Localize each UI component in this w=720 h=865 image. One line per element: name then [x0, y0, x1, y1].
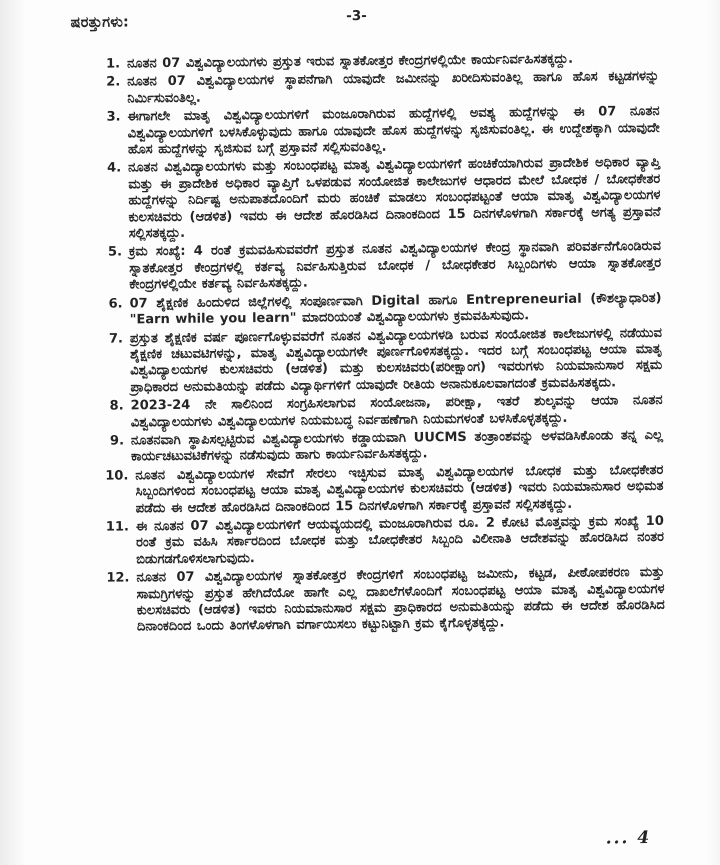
condition-item — [106, 565, 665, 636]
condition-text: ಈಗಾಗಲೇ ಮಾತೃ ವಿಶ್ವವಿದ್ಯಾಲಯಗಳಿಗೆ ಮಂಜೂರಾಗಿರುವ ಹುದ್ದೆಗಳಲ್ಲಿ ಅವಶ್ಯ ಹುದ್ದೆಗಳನ್ನು ಈ 07 ನೂತನ ವಿಶ್ವವಿದ್ಯಾಲಯಗಳಿಗೆ ಬಳಸಿಕೊಳ್ಳುವುದು ಹಾಗೂ ಯಾವುದೇ ಹೊಸ ಹುದ್ದೆಗಳನ್ನು ಸೃಜಿಸುವಂತಿಲ್ಲ. ಈ ಉದ್ದೇಶಕ್ಕಾಗಿ ಯಾವುದೇ ಹೊಸ ಹುದ್ದೆಗಳನ್ನು ಸೃಜಿಸುವ ಬಗ್ಗೆ ಪ್ರಸ್ತಾವನೆ ಸಲ್ಲಿಸುವಂತಿಲ್ಲ. — [127, 104, 660, 158]
condition-text: ನೂತನ 07 ವಿಶ್ವವಿದ್ಯಾಲಯಗಳ ಸ್ಥಾಪನೆಗಾಗಿ ಯಾವುದೇ ಜಮೀನನ್ನು ಖರೀದಿಸುವಂತಿಲ್ಲ ಹಾಗೂ ಹೊಸ ಕಟ್ಟಡಗಳನ್ನು ನಿರ್ಮಿಸುವಂತಿಲ್ಲ. — [127, 69, 660, 107]
condition-number: 6. — [108, 296, 123, 312]
condition-text: ನೂತನ 07 ವಿಶ್ವವಿದ್ಯಾಲಯಗಳ ಸ್ನಾತಕೋತ್ತರ ಕೇಂದ್ರಗಳಿಗೆ ಸಂಬಂಧಪಟ್ಟ ಜಮೀನು, ಕಟ್ಟಡ, ಪೀಠೋಪಕರಣ ಮತ್ತು ಸಾಮಗ್ರಿಗಳನ್ನು ಪ್ರಸ್ತುತ ಹೇಗಿದೆಯೋ ಹಾಗೇ ಎಲ್ಲ ದಾಖಲೆಗಳೊಂದಿಗೆ ಸಂಬಂಧಪಟ್ಟ ಆಯಾ ಮಾತೃ ವಿಶ್ವವಿದ್ಯಾಲಯಗಳ ಕುಲಸಚಿವರು (ಆಡಳಿತ) ಇವರು ನಿಯಮಾನುಸಾರ ಸಕ್ಷಮ ಪ್ರಾಧಿಕಾರದ ಅನುಮತಿಯನ್ನು ಪಡೆದು ಈ ಆದೇಶ ಹೊರಡಿಸಿದ ದಿನಾಂಕದಿಂದ ಒಂದು ತಿಂಗಳೊಳಗಾಗಿ ವರ್ಗಾಯಿಸಲು ಕಟ್ಟುನಿಟ್ಟಾಗಿ ಕ್ರಮ ಕೈಗೊಳ್ಳತಕ್ಕದ್ದು. — [136, 565, 665, 635]
condition-item — [105, 463, 663, 518]
condition-number: 2. — [106, 74, 121, 91]
condition-text: ಈ ನೂತನ 07 ವಿಶ್ವವಿದ್ಯಾಲಯಗಳಿಗೆ ಆಯವ್ಯಯದಲ್ಲಿ ಮಂಜೂರಾಗಿರುವ ರೂ. 2 ಕೋಟಿ ಮೊತ್ತವನ್ನು ಕ್ರಮ ಸಂಖ್ಯೆ 10 ರಂತೆ ಕ್ರಮ ವಹಿಸಿ ಸರ್ಕಾರದಿಂದ ಬೋಧಕ ಮತ್ತು ಬೋಧಕೇತರ ಸಿಬ್ಬಂದಿ ವಿಲೀನಾತಿ ಆದೇಶವನ್ನು ಹೊರಡಿಸಿದ ನಂತರ ಬಿಡುಗಡಗೊಳಿಸಲಾಗುವುದು. — [135, 513, 665, 568]
condition-item — [106, 514, 664, 569]
condition-item — [101, 69, 659, 108]
condition-number: 12. — [106, 570, 130, 586]
page-number-top: -3- — [346, 7, 367, 25]
condition-number: 11. — [105, 519, 129, 535]
condition-item — [102, 155, 661, 243]
condition-text: ಕ್ರಮ ಸಂಖ್ಯೆ: 4 ರಂತೆ ಕ್ರಮವಹಿಸುವವರೆಗೆ ಪ್ರಸ್ತುತ ನೂತನ ವಿಶ್ವವಿದ್ಯಾಲಯಗಳ ಕೇಂದ್ರ ಸ್ಥಾನವಾಗಿ ಪರಿವರ್ತನೆಗೊಂಡಿರುವ ಸ್ನಾತಕೋತ್ತರ ಕೇಂದ್ರಗಳಲ್ಲಿ ಕರ್ತವ್ಯ ನಿರ್ವಹಿಸುತ್ತಿರುವ ಬೋಧಕ / ಬೋಧಕೇತರ ಸಿಬ್ಬಂದಿಗಳು ಆಯಾ ಸ್ನಾತಕೋತ್ತರ ಕೇಂದ್ರಗಳಲ್ಲಿಯೇ ಕರ್ತವ್ಯ ನಿರ್ವಹಿಸತಕ್ಕದ್ದು. — [128, 239, 662, 293]
conditions-heading: ಷರತ್ತುಗಳು: — [70, 14, 130, 32]
conditions-list — [101, 51, 665, 637]
condition-text: 2023-24 ನೇ ಸಾಲಿನಿಂದ ಸಂಗ್ರಹಿಸಲಾಗುವ ಸಂಯೋಜನಾ, ಪರೀಕ್ಷಾ, ಇತರೆ ಶುಲ್ಕವನ್ನು ಆಯಾ ನೂತನ ವಿಶ್ವವಿದ್ಯಾಲಯಗಳು ವಿಶ್ವವಿದ್ಯಾಲಯಗಳ ನಿಯಮಬದ್ಧ ನಿರ್ವಹಣೆಗಾಗಿ ನಿಯಮಗಳಂತೆ ಬಳಸಿಕೊಳ್ಳತಕ್ಕದ್ದು. — [130, 392, 663, 430]
condition-text: ನೂತನ 07 ವಿಶ್ವವಿದ್ಯಾಲಯಗಳು ಪ್ರಸ್ತುತ ಇರುವ ಸ್ನಾತಕೋತ್ತರ ಕೇಂದ್ರಗಳಲ್ಲಿಯೇ ಕಾರ್ಯನಿರ್ವಹಿಸತಕ್ಕದ್ದು. — [126, 51, 574, 72]
document-header — [0, 0, 717, 44]
condition-text: 07 ಶೈಕ್ಷಣಿಕ ಹಿಂದುಳಿದ ಜಿಲ್ಲೆಗಳಲ್ಲಿ ಸಂಪೂರ್ಣವಾಗಿ Digital ಹಾಗೂ Entrepreneurial (ಕೌಶಲ್ಯಾಧಾರಿತ) "Earn while you learn" ಮಾದರಿಯಂತೆ ವಿಶ್ವವಿದ್ಯಾಲಯಗಳು ಕ್ರಮವಹಿಸುವುದು. — [129, 290, 662, 328]
page-number-bottom: ... 4 — [605, 827, 652, 849]
condition-number: 5. — [107, 244, 123, 261]
condition-item — [103, 291, 661, 330]
condition-text: ನೂತನ ವಿಶ್ವವಿದ್ಯಾಲಯಗಳ ಸೇವೆಗೆ ಸೇರಲು ಇಚ್ಛಿಸುವ ಮಾತೃ ವಿಶ್ವವಿದ್ಯಾಲಯಗಳ ಬೋಧಕ ಮತ್ತು ಬೋಧಕೇತರ ಸಿಬ್ಬಂದಿಗಳಿಂದ ಸಂಬಂಧಪಟ್ಟ ಆಯಾ ಮಾತೃ ವಿಶ್ವವಿದ್ಯಾಲಯಗಳ ಕುಲಸಚಿವರು (ಆಡಳಿತ) ಇವರು ನಿಯಮಾನುಸಾರ ಅಭಿಮತ ಪಡೆದು ಈ ಆದೇಶ ಹೊರಡಿಸಿದ ದಿನಾಂಕದಿಂದ 15 ದಿನಗಳೊಳಗಾಗಿ ಸರ್ಕಾರಕ್ಕೆ ಪ್ರಸ್ತಾವನೆ ಸಲ್ಲಿಸತಕ್ಕದ್ದು. — [135, 462, 664, 516]
condition-item — [103, 239, 661, 294]
condition-text: ನೂತನ ವಿಶ್ವವಿದ್ಯಾಲಯಗಳು ಮತ್ತು ಸಂಬಂಧಪಟ್ಟ ಮಾತೃ ವಿಶ್ವವಿದ್ಯಾಲಯಗಳಿಗೆ ಹಂಚಿಕೆಯಾಗಿರುವ ಪ್ರಾದೇಶಿಕ ಅಧಿಕಾರ ವ್ಯಾಪ್ತಿ ಮತ್ತು ಈ ಪ್ರಾದೇಶಿಕ ಅಧಿಕಾರ ವ್ಯಾಪ್ತಿಗೆ ಒಳಪಡುವ ಸಂಯೋಜಿತ ಕಾಲೇಜುಗಳ ಆಧಾರದ ಮೇಲೆ ಬೋಧಕ / ಬೋಧಕೇತರ ಹುದ್ದೆಗಳನ್ನು ನಿರ್ದಿಷ್ಟ ಅನುಪಾತದೊಂದಿಗೆ ಮರು ಹಂಚಿಕೆ ಮಾಡಲು ಸಂಬಂಧಪಟ್ಟಂತೆ ಆಯಾ ಮಾತೃ ವಿಶ್ವವಿದ್ಯಾಲಯಗಳ ಕುಲಸಚಿವರು (ಆಡಳಿತ) ಇವರು ಈ ಆದೇಶ ಹೊರಡಿಸಿದ ದಿನಾಂಕದಿಂದ 15 ದಿನಗಳೊಳಗಾಗಿ ಸರ್ಕಾರಕ್ಕೆ ಅಗತ್ಯ ಪ್ರಸ್ತಾವನೆ ಸಲ್ಲಿಸತಕ್ಕದ್ದು. — [128, 155, 661, 242]
condition-number: 9. — [109, 433, 125, 449]
condition-number: 4. — [107, 160, 122, 177]
condition-text: ನೂತನವಾಗಿ ಸ್ಥಾಪಿಸಲ್ಪಟ್ಟಿರುವ ವಿಶ್ವವಿದ್ಯಾಲಯಗಳು ಕಡ್ಡಾಯವಾಗಿ UUCMS ತಂತ್ರಾಂಶವನ್ನು ಅಳವಡಿಸಿಕೊಂಡು ತನ್ನ ಎಲ್ಲ ಕಾರ್ಯಚಟುವಟಿಕೆಗಳನ್ನು ನಡೆಸುವುದು ಹಾಗು ಕಾರ್ಯನಿರ್ವಹಿಸತಕ್ಕದ್ದು. — [130, 427, 664, 465]
condition-item — [105, 393, 663, 432]
condition-number: 1. — [105, 56, 121, 72]
condition-item — [104, 325, 663, 396]
condition-number: 7. — [108, 330, 123, 347]
condition-number: 8. — [109, 398, 124, 414]
condition-number: 3. — [106, 109, 121, 125]
condition-item — [102, 104, 660, 159]
condition-text: ಪ್ರಸ್ತುತ ಶೈಕ್ಷಣಿಕ ವರ್ಷ ಪೂರ್ಣಗೊಳ್ಳುವವರೆಗೆ ನೂತನ ವಿಶ್ವವಿದ್ಯಾಲಯಗಳಡಿ ಬರುವ ಸಂಯೋಜಿತ ಕಾಲೇಜುಗಳಲ್ಲಿ ನಡೆಯುವ ಶೈಕ್ಷಣಿಕ ಚಟುವಟಿಗಳನ್ನು, ಮಾತೃ ವಿಶ್ವವಿದ್ಯಾಲಯಗಳೇ ಪೂರ್ಣಗೊಳಿಸತಕ್ಕದ್ದು. ಇದರ ಬಗ್ಗೆ ಸಂಬಂಧಪಟ್ಟ ಆಯಾ ಮಾತೃ ವಿಶ್ವವಿದ್ಯಾಲಯಗಳ ಕುಲಸಚಿವರು (ಆಡಳಿತ) ಮತ್ತು ಕುಲಸಚಿವರು(ಪರೀಕ್ಷಾಂಗ) ಇವರುಗಳು ನಿಯಮಾನುಸಾರ ಸಕ್ಷಮ ಪ್ರಾಧಿಕಾರದ ಅನುಮತಿಯನ್ನು ಪಡೆದು ವಿದ್ಯಾರ್ಥಿಗಳಿಗೆ ಯಾವುದೇ ರೀತಿಯ ಅನಾನುಕೂಲವಾಗದಂತೆ ಕ್ರಮವಹಿಸತಕ್ಕದು. — [129, 325, 663, 396]
condition-item — [105, 428, 663, 467]
condition-number: 10. — [105, 468, 129, 484]
